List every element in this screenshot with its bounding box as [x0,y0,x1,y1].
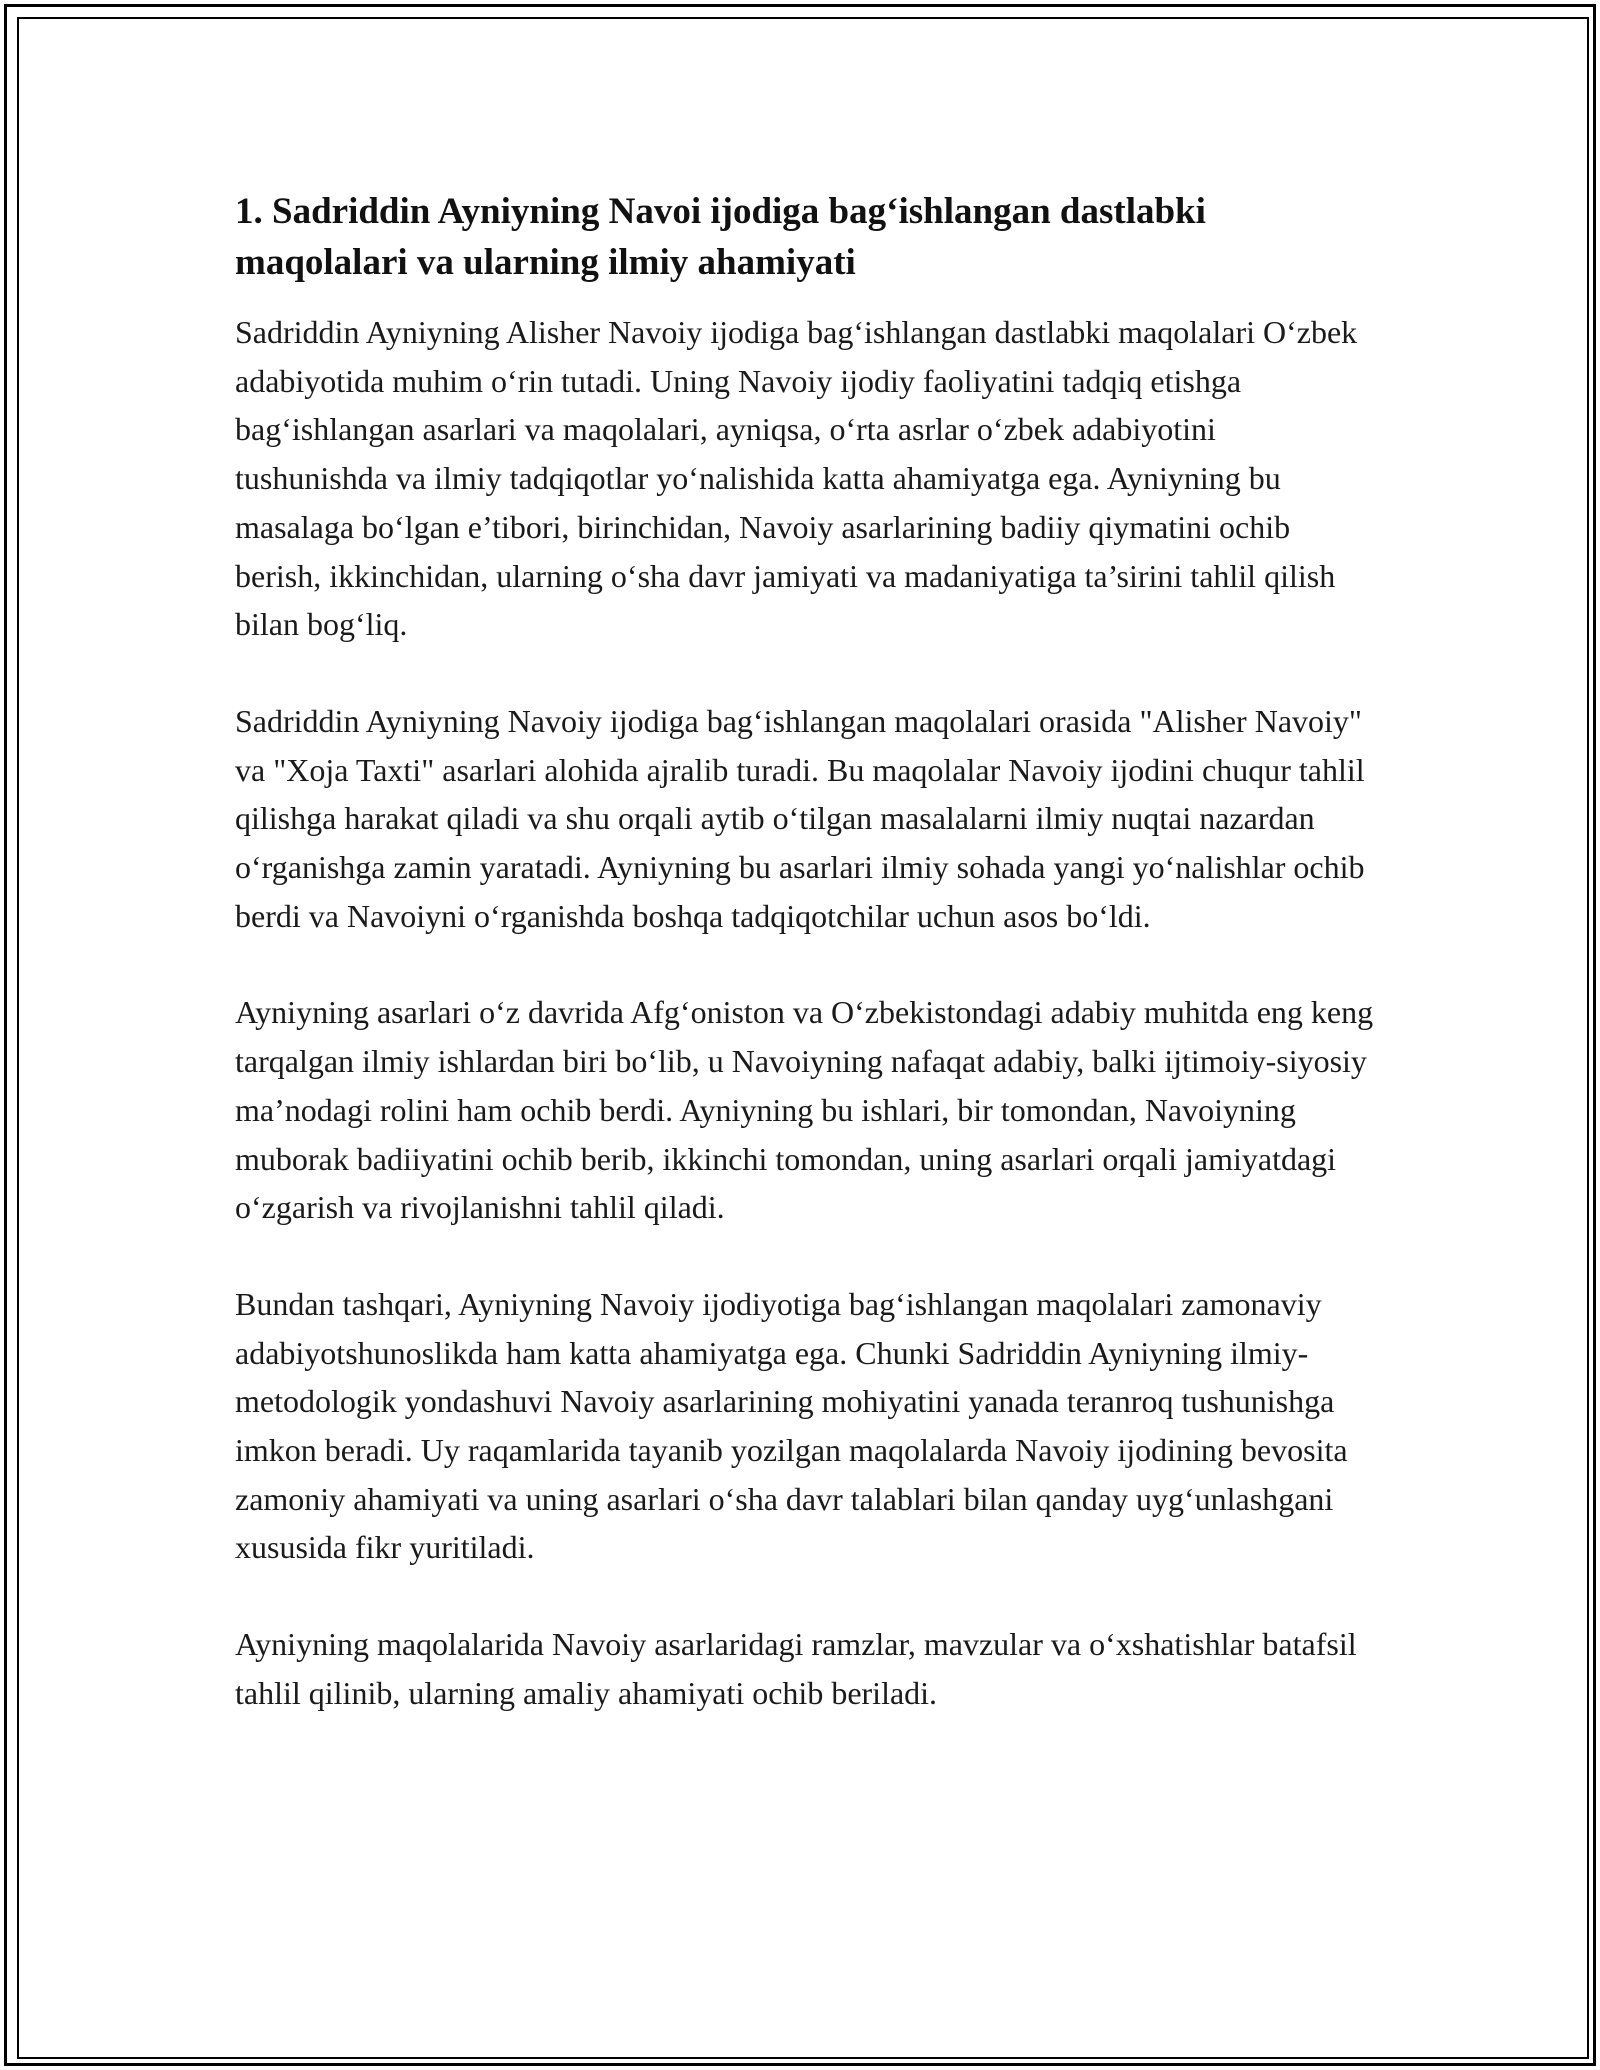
paragraph-4: Bundan tashqari, Ayniyning Navoiy ijodiyotiga bag‘ishlangan maqolalari zamonaviy adabiyotshunoslikda ham katta ahamiyatga ega. Chunki Sadriddin Ayniyning ilmiy-metodologik yondashuvi Navoiy asarlarining mohiyatini yanada teranroq tushunishga imkon beradi. Uy raqamlarida tayanib yozilgan maqolalarda Navoiy ijodining bevosita zamoniy ahamiyati va uning asarlari o‘sha davr talablari bilan qanday uyg‘unlashgani xususida fikr yuritiladi. [235,1285,1348,1566]
paragraph-3: Ayniyning asarlari o‘z davrida Afg‘oniston va O‘zbekistondagi adabiy muhitda eng keng tarqalgan ilmiy ishlardan biri bo‘lib, u Navoiyning nafaqat adabiy, balki ijtimoiy-siyosiy ma’nodagi rolini ham ochib berdi. Ayniyning bu ishlari, bir tomondan, Navoiyning muborak badiiyatini ochib berib, ikkinchi tomondan, uning asarlari orqali jamiyatdagi o‘zgarish va rivojlanishni tahlil qiladi. [235,994,1374,1226]
paragraph-2: Sadriddin Ayniyning Navoiy ijodiga bag‘ishlangan maqolalari orasida "Alisher Navoiy" va "Xoja Taxti" asarlari alohida ajralib turadi. Bu maqolalar Navoiy ijodini chuqur tahlil qilishga harakat qiladi va shu orqali aytib o‘tilgan masalalarni ilmiy nuqtai nazardan o‘rganishga zamin yaratadi. Ayniyning bu asarlari ilmiy sohada yangi yo‘nalishlar ochib berdi va Navoiyni o‘rganishda boshqa tadqiqotchilar uchun asos bo‘ldi. [235,702,1365,934]
paragraph-1: Sadriddin Ayniyning Alisher Navoiy ijodiga bag‘ishlangan dastlabki maqolalari O‘zbek adabiyotida muhim o‘rin tutadi. Uning Navoiy ijodiy faoliyatini tadqiq etishga bag‘ishlangan asarlari va maqolalari, ayniqsa, o‘rta asrlar o‘zbek adabiyotini tushunishda va ilmiy tadqiqotlar yo‘nalishida katta ahamiyatga ega. Ayniyning bu masalaga bo‘lgan e’tibori, birinchidan, Navoiy asarlarining badiiy qiymatini ochib berish, ikkinchidan, ularning o‘sha davr jamiyati va madaniyatiga ta’sirini tahlil qilish bilan bog‘liq. [235,314,1358,643]
document-body [235,186,1375,1766]
section-heading: 1. Sadriddin Ayniyning Navoi ijodiga bag‘ishlangan dastlabki maqolalari va ularning ilmiy ahamiyati [235,191,1206,283]
paragraph-5: Ayniyning maqolalarida Navoiy asarlaridagi ramzlar, mavzular va o‘xshatishlar batafsil tahlil qilinib, ularning amaliy ahamiyati ochib beriladi. [235,1626,1357,1711]
